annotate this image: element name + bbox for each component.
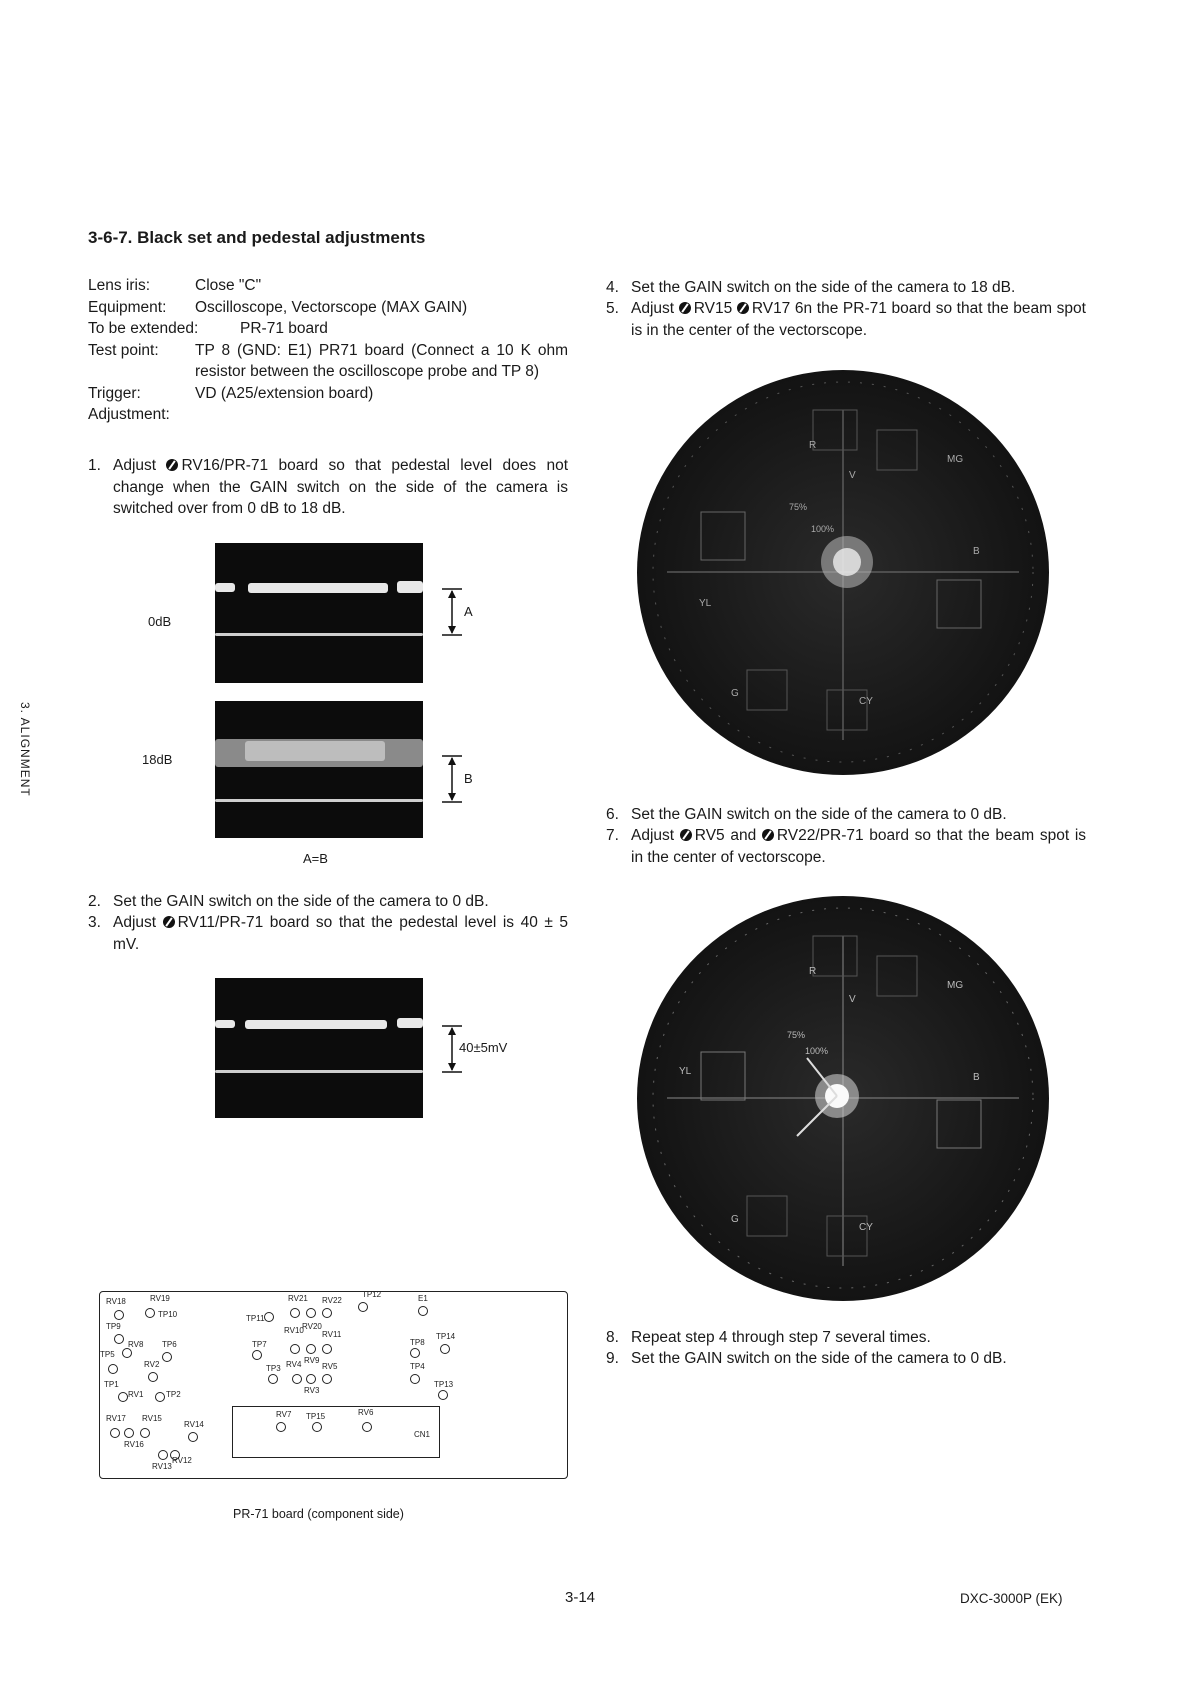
adjust-knob-icon (680, 829, 692, 841)
component-hole (264, 1312, 274, 1322)
vector-label-cy: CY (859, 696, 873, 707)
meta-value: VD (A25/extension board) (195, 384, 374, 402)
waveform (245, 1020, 387, 1029)
step-number: 1. (88, 457, 101, 474)
board-caption: PR-71 board (component side) (233, 1507, 404, 1521)
component-hole (306, 1374, 316, 1384)
board-label: CN1 (414, 1430, 431, 1439)
meta-block (88, 275, 568, 426)
step-body: RV15 (693, 300, 733, 317)
step-body: RV11/PR-71 board so that the pedestal level is 40 ± 5 mV. (113, 914, 569, 953)
vector-label-mg: MG (947, 454, 964, 465)
vector-label-yl: YL (679, 1066, 692, 1077)
component-hole (290, 1308, 300, 1318)
board-label: RV7 (276, 1410, 292, 1419)
component-hole (440, 1344, 450, 1354)
component-hole (438, 1390, 448, 1400)
step-3 (88, 912, 568, 955)
component-hole (290, 1344, 300, 1354)
component-hole (114, 1334, 124, 1344)
board-label: TP6 (162, 1340, 177, 1349)
scope-label-0db: 0dB (148, 614, 172, 629)
board-label: TP9 (106, 1322, 121, 1331)
meta-extended (88, 318, 568, 340)
connector-cn1 (232, 1406, 440, 1458)
vector-label-yl: YL (699, 598, 712, 609)
pr71-board-diagram (99, 1291, 568, 1479)
meta-test-point (88, 340, 568, 383)
component-hole (114, 1310, 124, 1320)
component-hole (155, 1392, 165, 1402)
component-hole (108, 1364, 118, 1374)
meta-value: Oscilloscope, Vectorscope (MAX GAIN) (195, 298, 468, 316)
baseline (215, 633, 423, 636)
waveform (215, 583, 235, 592)
board-label: RV17 (106, 1414, 126, 1423)
component-hole (322, 1344, 332, 1354)
scope-image-18db (215, 701, 423, 838)
page-number: 3-14 (565, 1589, 596, 1606)
adjust-knob-icon (737, 302, 749, 314)
board-label: TP12 (362, 1290, 382, 1299)
component-hole (276, 1422, 286, 1432)
vector-label-g: G (731, 688, 739, 699)
label-40-mv: 40±5mV (459, 1040, 508, 1055)
step-number: 8. (606, 1329, 619, 1346)
component-hole (162, 1352, 172, 1362)
component-hole (252, 1350, 262, 1360)
board-label: RV8 (128, 1340, 144, 1349)
baseline (215, 1070, 423, 1073)
board-label: TP14 (436, 1332, 456, 1341)
board-label: RV12 (172, 1456, 192, 1465)
step-6 (606, 804, 1086, 826)
meta-lens-iris (88, 275, 568, 297)
vector-label-100: 100% (805, 1046, 829, 1056)
component-hole (118, 1392, 128, 1402)
step-7 (606, 825, 1086, 868)
scope-label-18db: 18dB (142, 752, 173, 767)
step-number: 5. (606, 300, 619, 317)
step-2 (88, 891, 568, 913)
vector-label-cy: CY (859, 1222, 873, 1233)
meta-label: Trigger: (88, 384, 141, 402)
component-hole (148, 1372, 158, 1382)
adjust-knob-icon (166, 459, 178, 471)
step-8 (606, 1327, 1086, 1349)
step-text: Set the GAIN switch on the side of the camera to 0 dB. (631, 1350, 1007, 1367)
meta-label: Adjustment: (88, 406, 170, 423)
board-label: RV15 (142, 1414, 162, 1423)
label-a-equals-b: A=B (303, 851, 328, 866)
board-label: RV6 (358, 1408, 374, 1417)
adjust-knob-icon (762, 829, 774, 841)
step-9 (606, 1348, 1086, 1370)
vector-label-v: V (849, 994, 856, 1005)
step-5 (606, 298, 1086, 341)
vector-label-g: G (731, 1214, 739, 1225)
board-label: TP8 (410, 1338, 425, 1347)
component-hole (358, 1302, 368, 1312)
meta-label: Equipment: (88, 298, 167, 316)
vectorscope-image-0db (637, 896, 1049, 1301)
component-hole (122, 1348, 132, 1358)
board-label: RV9 (304, 1356, 320, 1365)
meta-value: TP 8 (GND: E1) PR71 board (Connect a 10 K ohm resistor between the oscilloscope probe and TP 8) (195, 341, 568, 380)
adjust-knob-icon (679, 302, 691, 314)
waveform (215, 1020, 235, 1028)
vector-label-b: B (973, 546, 980, 557)
scope-image-pedestal (215, 978, 423, 1118)
board-label: TP10 (158, 1310, 178, 1319)
board-label: RV3 (304, 1386, 320, 1395)
component-hole (140, 1428, 150, 1438)
step-number: 9. (606, 1350, 619, 1367)
board-label: RV10 (284, 1326, 304, 1335)
meta-value: PR-71 board (240, 320, 328, 337)
board-label: TP13 (434, 1380, 454, 1389)
vector-label-75: 75% (789, 502, 808, 512)
board-label: RV16 (124, 1440, 144, 1449)
board-label: TP15 (306, 1412, 326, 1421)
component-hole (322, 1374, 332, 1384)
board-label: TP4 (410, 1362, 425, 1371)
board-label: RV19 (150, 1294, 170, 1303)
step-number: 4. (606, 279, 619, 296)
step-text (113, 455, 568, 520)
step-number: 7. (606, 827, 619, 844)
scope-image-0db (215, 543, 423, 683)
component-hole (124, 1428, 134, 1438)
step-verb: Adjust (631, 827, 675, 844)
vector-label-r: R (809, 966, 817, 977)
board-label: RV20 (302, 1322, 322, 1331)
step-1 (88, 455, 568, 520)
baseline (215, 799, 423, 802)
meta-label: Test point: (88, 341, 159, 359)
board-label: RV14 (184, 1420, 204, 1429)
board-label: RV4 (286, 1360, 302, 1369)
vectorscope-image-18db (637, 370, 1049, 775)
board-label: TP11 (246, 1314, 265, 1323)
step-4 (606, 277, 1086, 299)
board-label: RV13 (152, 1462, 172, 1471)
step-body: RV22/PR-71 board so that the beam spot is in the center of vectorscope. (631, 827, 1087, 866)
step-number: 3. (88, 914, 101, 931)
board-label: TP2 (166, 1390, 181, 1399)
vectorscope-graticule (637, 370, 1049, 775)
board-label: RV21 (288, 1294, 308, 1303)
component-hole (306, 1344, 316, 1354)
board-label: RV22 (322, 1296, 342, 1305)
component-hole (292, 1374, 302, 1384)
component-hole (362, 1422, 372, 1432)
meta-trigger (88, 383, 568, 405)
label-b: B (464, 771, 473, 786)
step-verb: Adjust (631, 300, 675, 317)
step-number: 6. (606, 806, 619, 823)
component-hole (158, 1450, 168, 1460)
meta-adjustment (88, 404, 568, 426)
step-body: RV5 and (694, 827, 757, 844)
vector-label-v: V (849, 470, 856, 481)
board-label: RV1 (128, 1390, 144, 1399)
meta-value: Close "C" (195, 277, 262, 294)
component-hole (188, 1432, 198, 1442)
step-text (631, 825, 1086, 868)
meta-label: To be extended: (88, 320, 199, 337)
step-text (631, 298, 1086, 341)
vector-label-r: R (809, 440, 817, 451)
waveform (397, 1018, 423, 1028)
component-hole (418, 1306, 428, 1316)
board-label: TP3 (266, 1364, 281, 1373)
meta-label: Lens iris: (88, 277, 151, 294)
step-text: Set the GAIN switch on the side of the camera to 0 dB. (113, 893, 489, 910)
waveform (248, 583, 388, 593)
board-label: TP5 (100, 1350, 115, 1359)
component-hole (312, 1422, 322, 1432)
component-hole (410, 1374, 420, 1384)
component-hole (145, 1308, 155, 1318)
vectorscope-graticule (637, 896, 1049, 1301)
board-label: TP1 (104, 1380, 119, 1389)
component-hole (410, 1348, 420, 1358)
step-body: RV17 6n the PR-71 board so that the beam spot is in the center of the vectorscope. (631, 300, 1086, 339)
section-title: 3-6-7. Black set and pedestal adjustments (88, 228, 426, 247)
step-body: RV16/PR-71 board so that pedestal level does not change when the GAIN switch on the side of the camera is switched over from 0 dB to 18 dB. (113, 457, 568, 517)
model-number: DXC-3000P (EK) (960, 1591, 1063, 1606)
waveform (397, 581, 423, 593)
waveform (245, 741, 385, 761)
component-hole (306, 1308, 316, 1318)
component-hole (322, 1308, 332, 1318)
step-text (113, 912, 568, 955)
vector-label-b: B (973, 1072, 980, 1083)
component-hole (268, 1374, 278, 1384)
board-label: RV11 (322, 1330, 342, 1339)
step-verb: Adjust (113, 457, 157, 474)
vector-label-75: 75% (787, 1030, 806, 1040)
label-a: A (464, 604, 473, 619)
board-label: RV2 (144, 1360, 160, 1369)
component-hole (110, 1428, 120, 1438)
vector-label-100: 100% (811, 524, 835, 534)
board-label: RV5 (322, 1362, 338, 1371)
step-number: 2. (88, 893, 101, 910)
board-label: TP7 (252, 1340, 267, 1349)
adjust-knob-icon (163, 916, 175, 928)
board-label: RV18 (106, 1297, 126, 1306)
step-text: Set the GAIN switch on the side of the camera to 18 dB. (631, 279, 1016, 296)
side-tab-label: 3. ALIGNMENT (18, 702, 32, 797)
step-text: Set the GAIN switch on the side of the camera to 0 dB. (631, 806, 1007, 823)
step-verb: Adjust (113, 914, 157, 931)
vector-label-mg: MG (947, 980, 964, 991)
step-text: Repeat step 4 through step 7 several times. (631, 1329, 931, 1346)
meta-equipment (88, 297, 568, 319)
board-label: E1 (418, 1294, 428, 1303)
